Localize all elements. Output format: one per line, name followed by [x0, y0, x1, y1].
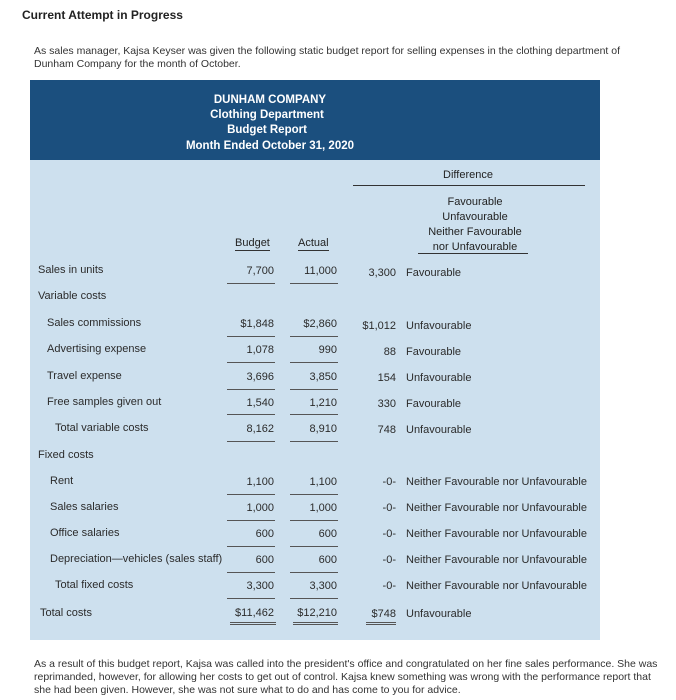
difference-rule: [353, 185, 585, 186]
row-label-rent: Rent: [50, 475, 74, 487]
fav-sales-salaries: Neither Favourable nor Unfavourable: [406, 502, 587, 514]
actual-total-costs: $12,210: [297, 607, 337, 619]
difference-underline: [418, 253, 528, 254]
page-title: Current Attempt in Progress: [22, 8, 183, 22]
rule: [230, 624, 276, 625]
diff-total-fixed: -0-: [382, 580, 396, 592]
rule: [227, 336, 275, 337]
report-header: [30, 80, 600, 160]
actual-depreciation: 600: [318, 554, 337, 566]
budget-office-salaries: 600: [255, 528, 274, 540]
fav-total-costs: Unfavourable: [406, 608, 472, 620]
budget-sales-salaries: 1,000: [246, 502, 274, 514]
row-label-variable-costs: Variable costs: [38, 290, 107, 302]
row-label-fixed-costs: Fixed costs: [38, 449, 94, 461]
fav-rent: Neither Favourable nor Unfavourable: [406, 476, 587, 488]
budget-commissions: $1,848: [240, 318, 274, 330]
diff-sub-2: Unfavourable: [442, 211, 508, 223]
actual-office-salaries: 600: [318, 528, 337, 540]
diff-depreciation: -0-: [382, 554, 396, 566]
row-label-advertising: Advertising expense: [47, 343, 147, 355]
diff-advertising: 88: [383, 346, 396, 358]
intro-paragraph: As sales manager, Kajsa Keyser was given the following static budget report for selling expenses in the clothing department of Dunham Company for the month of October.: [34, 45, 620, 70]
fav-depreciation: Neither Favourable nor Unfavourable: [406, 554, 587, 566]
rule: [293, 624, 338, 625]
row-label-depreciation: Depreciation—vehicles (sales staff): [50, 553, 223, 565]
fav-travel: Unfavourable: [406, 372, 472, 384]
budget-depreciation: 600: [255, 554, 274, 566]
rule: [227, 572, 275, 573]
row-label-commissions: Sales commissions: [47, 317, 142, 329]
budget-travel: 3,696: [246, 371, 274, 383]
diff-travel: 154: [377, 372, 396, 384]
difference-subheading: [400, 195, 550, 255]
rule: [290, 389, 338, 390]
rule: [290, 494, 338, 495]
budget-total-fixed: 3,300: [246, 580, 274, 592]
budget-total-costs: $11,462: [235, 607, 274, 619]
rule: [227, 389, 275, 390]
fav-samples: Favourable: [406, 398, 462, 410]
diff-total-variable: 748: [377, 424, 396, 436]
row-label-travel: Travel expense: [47, 370, 122, 382]
actual-travel: 3,850: [309, 371, 337, 383]
actual-samples: 1,210: [309, 397, 337, 409]
budget-advertising: 1,078: [246, 344, 274, 356]
actual-column-heading: Actual: [298, 237, 329, 249]
budget-column-heading: Budget: [235, 237, 270, 249]
rule: [290, 362, 338, 363]
fav-commissions: Unfavourable: [406, 320, 472, 332]
fav-advertising: Favourable: [406, 346, 462, 358]
diff-office-salaries: -0-: [382, 528, 396, 540]
row-label-sales-units: Sales in units: [38, 264, 104, 276]
rule: [290, 441, 338, 442]
fav-total-fixed: Neither Favourable nor Unfavourable: [406, 580, 587, 592]
company-name: DUNHAM COMPANY: [213, 94, 327, 106]
difference-heading: Difference: [443, 169, 493, 181]
report-name: Budget Report: [227, 124, 307, 136]
rule: [227, 494, 275, 495]
diff-sub-1: Favourable: [447, 196, 503, 208]
rule: [227, 598, 275, 599]
budget-samples: 1,540: [246, 397, 274, 409]
rule: [290, 283, 338, 284]
row-label-samples: Free samples given out: [47, 396, 162, 408]
rule: [227, 362, 275, 363]
diff-sub-4: nor Unfavourable: [432, 241, 518, 253]
diff-samples: 330: [377, 398, 396, 410]
row-label-office-salaries: Office salaries: [50, 527, 120, 539]
row-label-total-variable: Total variable costs: [55, 422, 149, 434]
diff-sales-units: 3,300: [368, 267, 396, 279]
rule: [227, 283, 275, 284]
rule: [290, 598, 338, 599]
rule: [366, 624, 396, 625]
rule: [366, 622, 396, 623]
row-label-total-fixed: Total fixed costs: [55, 579, 134, 591]
report-period: Month Ended October 31, 2020: [185, 140, 355, 152]
rule: [227, 414, 275, 415]
diff-rent: -0-: [382, 476, 396, 488]
rule: [290, 572, 338, 573]
fav-sales-units: Favourable: [406, 267, 462, 279]
rule: [227, 520, 275, 521]
rule: [227, 441, 275, 442]
rule: [293, 622, 338, 623]
diff-sales-salaries: -0-: [382, 502, 396, 514]
diff-commissions: $1,012: [362, 320, 396, 332]
actual-total-fixed: 3,300: [309, 580, 337, 592]
actual-sales-units: 11,000: [304, 265, 337, 277]
rule: [230, 622, 276, 623]
budget-sales-units: 7,700: [246, 265, 274, 277]
fav-total-variable: Unfavourable: [406, 424, 472, 436]
actual-rent: 1,100: [309, 476, 337, 488]
department-name: Clothing Department: [210, 109, 324, 121]
rule: [290, 336, 338, 337]
actual-advertising: 990: [318, 344, 337, 356]
rule: [290, 546, 338, 547]
rule: [227, 546, 275, 547]
diff-sub-3: Neither Favourable: [428, 226, 522, 238]
actual-sales-salaries: 1,000: [309, 502, 337, 514]
rule: [290, 414, 338, 415]
budget-rent: 1,100: [246, 476, 274, 488]
row-label-total-costs: Total costs: [40, 607, 92, 619]
conclusion-paragraph: As a result of this budget report, Kajsa was called into the president's office and congratulated on her fine sales performance. She was reprimanded, however, for allowing her costs to get out of control. Kajsa knew something was wrong with the performance report that she had been given. However, she was not sure what to do and has come to you for advice.: [34, 658, 658, 696]
diff-total-costs: $748: [371, 608, 396, 620]
actual-commissions: $2,860: [303, 318, 337, 330]
rule: [290, 520, 338, 521]
row-label-sales-salaries: Sales salaries: [50, 501, 119, 513]
actual-total-variable: 8,910: [309, 423, 337, 435]
budget-total-variable: 8,162: [246, 423, 274, 435]
fav-office-salaries: Neither Favourable nor Unfavourable: [406, 528, 587, 540]
